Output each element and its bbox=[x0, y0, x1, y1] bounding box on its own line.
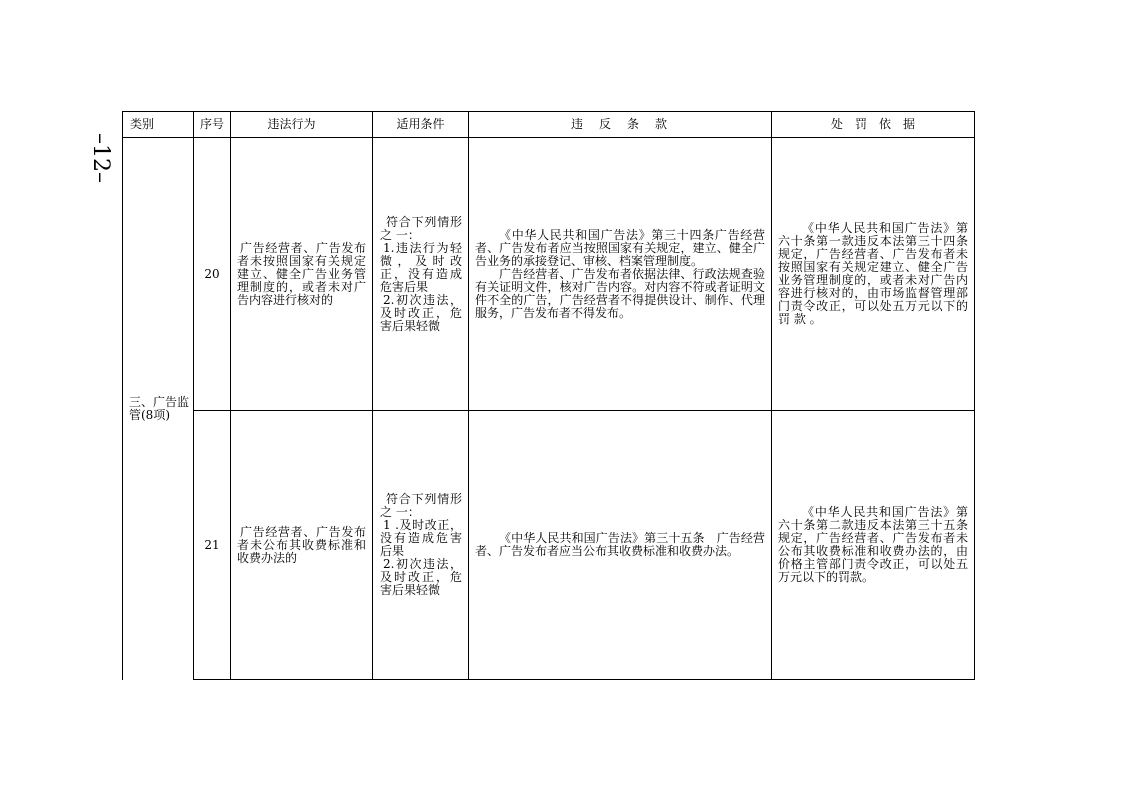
category-cell: 三、广告监管(8项) bbox=[123, 138, 194, 680]
conditions-intro: 符合下列情形之 一： bbox=[380, 214, 462, 242]
clause-cell bbox=[469, 411, 772, 680]
clause-paragraph: 《中华人民共和国广告法》第三十四条广告经营者、广告发布者应当按照国家有关规定，建立、健全广告业务的承接登记、审核、档案管理制度。 bbox=[475, 227, 765, 268]
violation-cell bbox=[231, 138, 373, 411]
violation-text: 广告经营者、广告发布者未公布其收费标准和收费办法的 bbox=[237, 524, 366, 565]
header-clause: 违 反 条 款 bbox=[469, 112, 772, 138]
penalty-table bbox=[122, 111, 975, 680]
header-violation: 违法行为 bbox=[231, 112, 373, 138]
penalty-cell bbox=[772, 138, 975, 411]
header-seq: 序号 bbox=[194, 112, 231, 138]
penalty-text: 《中华人民共和国广告法》第六十条第一款违反本法第三十四条规定，广告经营者、广告发布者未按照国家有关规定建立、健全广告业务管理制度的，或者未对广告内容进行核对的，由市场监督管理部门责令改正，可以处五万元以下的罚 款 。 bbox=[778, 221, 968, 326]
penalty-cell bbox=[772, 411, 975, 680]
seq-cell: 20 bbox=[194, 138, 231, 411]
page-number: –12– bbox=[88, 133, 113, 183]
penalty-text: 《中华人民共和国广告法》第六十条第二款违反本法第三十五条规定，广告经营者、广告发布者未公布其收费标准和收费办法的，由价格主管部门责令改正，可以处五万元以下的罚款。 bbox=[778, 505, 968, 584]
conditions-intro: 符合下列情形之 一： bbox=[380, 492, 462, 519]
header-conditions: 适用条件 bbox=[373, 112, 469, 138]
clause-cell bbox=[469, 138, 772, 411]
condition-item: 2.初次违法，及时改正，危害后果轻微 bbox=[380, 557, 462, 597]
violation-cell bbox=[231, 411, 373, 680]
table-row bbox=[123, 411, 975, 680]
seq-cell: 21 bbox=[194, 411, 231, 680]
condition-item: 1.违法行为轻微，及时改正，没有造成危害后果 bbox=[380, 240, 462, 294]
condition-item: 1 .及时改正，没有造成危害 后果 bbox=[380, 518, 462, 558]
conditions-cell bbox=[373, 411, 469, 680]
violation-text: 广告经营者、广告发布者未按照国家有关规定建立、健全广告业务管理制度的，或者未对广告内容进行核对的 bbox=[237, 240, 366, 307]
header-category: 类别 bbox=[123, 112, 194, 138]
condition-item: 2.初次违法，及时改正，危害后果轻微 bbox=[380, 292, 462, 333]
clause-paragraph: 《中华人民共和国广告法》第三十五条 广告经营者、广告发布者应当公布其收费标准和收费办法。 bbox=[475, 531, 765, 558]
table-row bbox=[123, 138, 975, 411]
header-row bbox=[123, 112, 975, 138]
header-penalty: 处 罚 依 据 bbox=[772, 112, 975, 138]
conditions-cell bbox=[373, 138, 469, 411]
clause-paragraph: 广告经营者、广告发布者依据法律、行政法规查验有关证明文件，核对广告内容。对内容不符或者证明文件不全的广告，广告经营者不得提供设计、制作、代理服务，广告发布者不得发布。 bbox=[475, 266, 765, 320]
